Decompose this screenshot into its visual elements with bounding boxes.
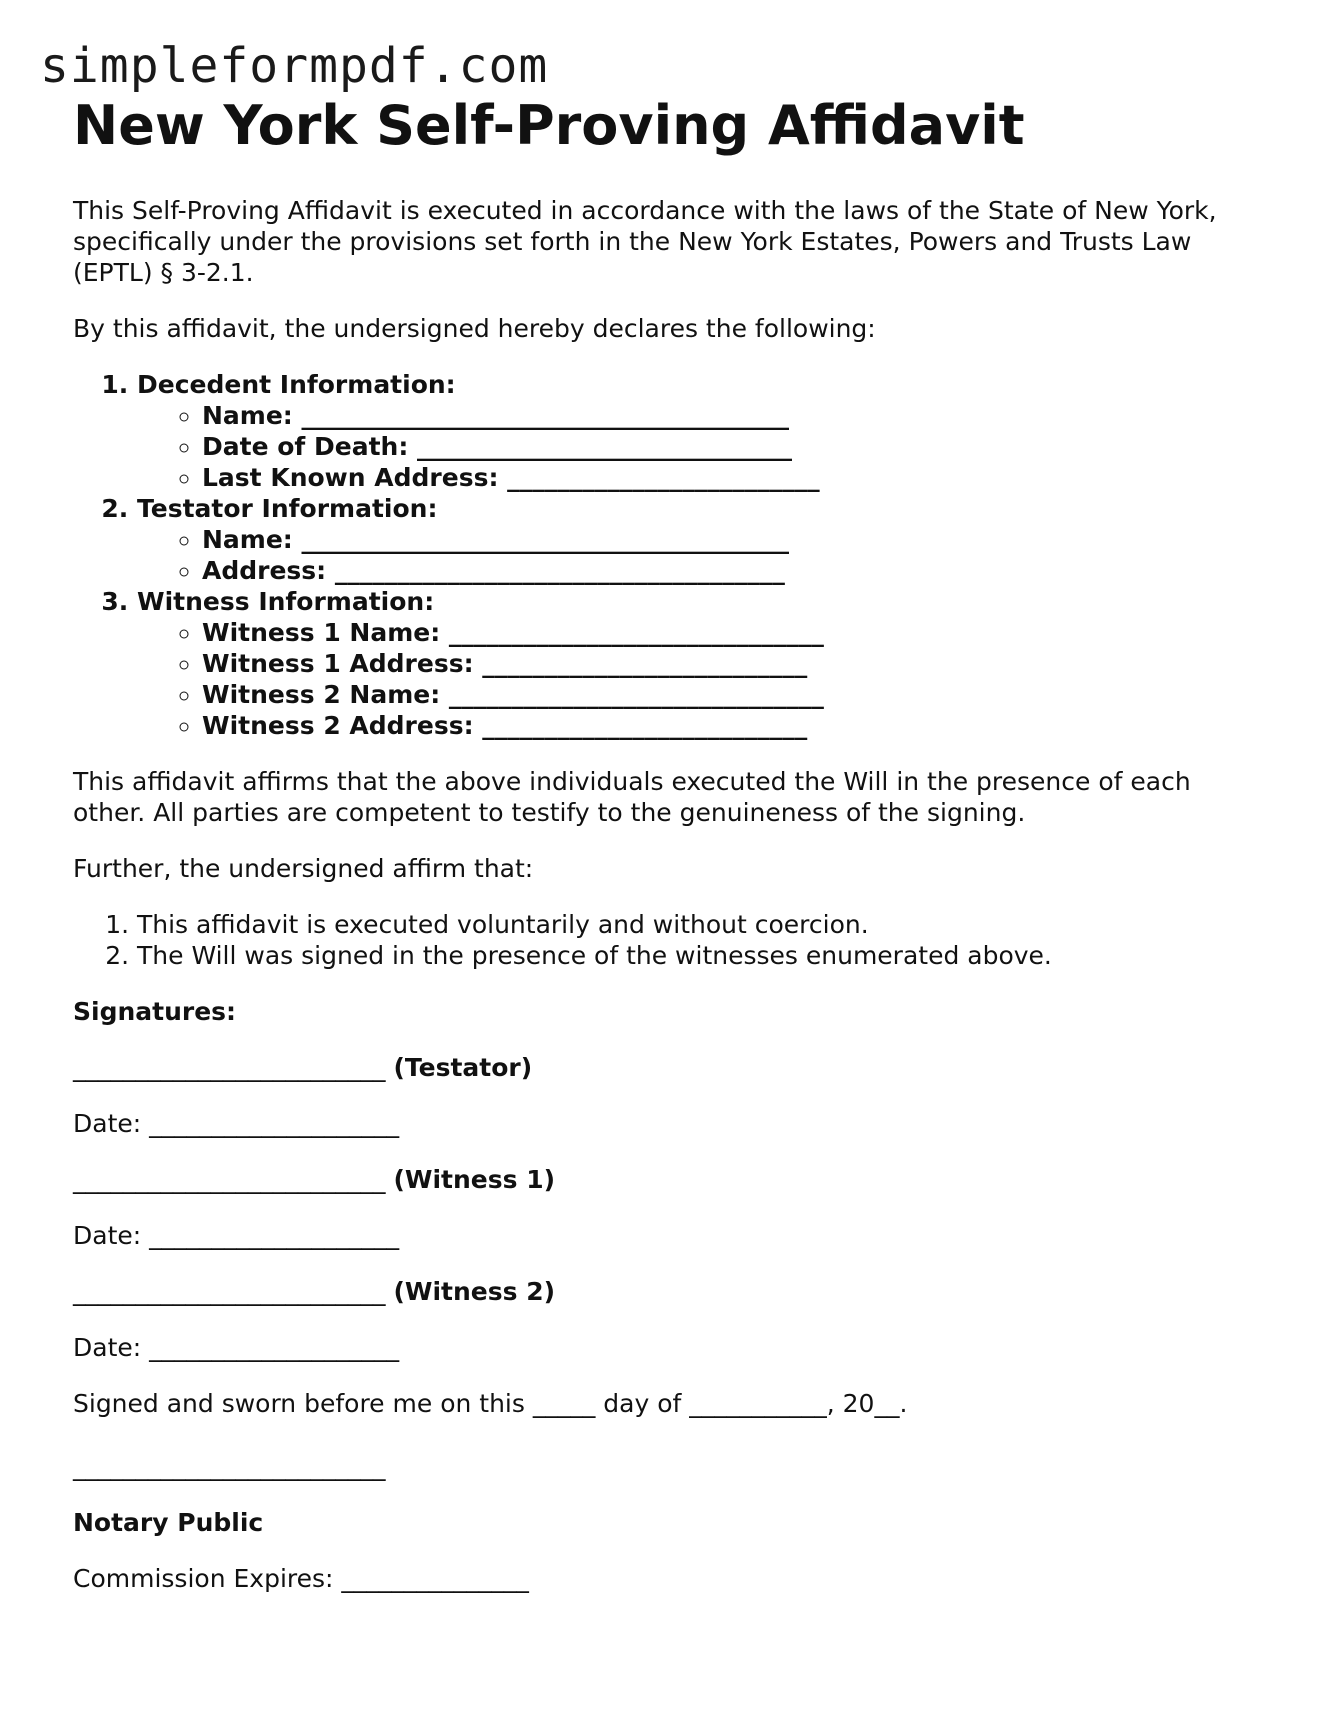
witness2-role-label: (Witness 2) xyxy=(393,1277,556,1306)
information-list xyxy=(73,369,1253,741)
witness-heading: Witness Information: xyxy=(137,587,435,616)
witness2-signature-line[interactable]: _________________________ xyxy=(73,1277,386,1306)
affirmation-item: 1. This affidavit is executed voluntarily and without coercion. xyxy=(137,909,1253,940)
decedent-address-field[interactable]: ◦ Last Known Address: _________________________ xyxy=(202,462,1253,493)
witness-section xyxy=(137,586,1253,741)
witness1-signature-row xyxy=(73,1164,1253,1195)
page-title: New York Self-Proving Affidavit xyxy=(73,94,1025,157)
commission-expires-field[interactable]: Commission Expires: _______________ xyxy=(73,1564,529,1593)
affirmation-list xyxy=(73,909,1253,971)
sworn-statement[interactable]: Signed and sworn before me on this _____ day of ___________, 20__. xyxy=(73,1389,908,1418)
testator-fields xyxy=(137,524,1253,586)
watermark: simpleformpdf.com xyxy=(40,38,549,94)
decedent-section xyxy=(137,369,1253,493)
notary-label: Notary Public xyxy=(73,1508,264,1537)
witness2-date-field[interactable]: Date: ____________________ xyxy=(73,1333,400,1362)
notary-signature-line[interactable]: _________________________ xyxy=(73,1452,386,1481)
witness2-name-field[interactable]: ◦ Witness 2 Name: ______________________________ xyxy=(202,679,1253,710)
affirm-paragraph: This affidavit affirms that the above individuals executed the Will in the presence of each other. All parties are competent to testify to the genuineness of the signing. xyxy=(73,767,1191,827)
decedent-heading: Decedent Information: xyxy=(137,370,456,399)
testator-heading: Testator Information: xyxy=(137,494,438,523)
decedent-date-of-death-field[interactable]: ◦ Date of Death: ______________________________ xyxy=(202,431,1253,462)
witness-fields xyxy=(137,617,1253,741)
testator-name-field[interactable]: ◦ Name: _______________________________________ xyxy=(202,524,1253,555)
witness2-signature-row xyxy=(73,1276,1253,1307)
declare-paragraph: By this affidavit, the undersigned hereby declares the following: xyxy=(73,314,876,343)
witness2-address-field[interactable]: ◦ Witness 2 Address: __________________________ xyxy=(202,710,1253,741)
testator-signature-line[interactable]: _________________________ xyxy=(73,1053,386,1082)
witness1-signature-line[interactable]: _________________________ xyxy=(73,1165,386,1194)
signatures-heading: Signatures: xyxy=(73,997,237,1026)
testator-signature-row xyxy=(73,1052,1253,1083)
intro-paragraph: This Self-Proving Affidavit is executed in accordance with the laws of the State of New York, specifically under the provisions set forth in the New York Estates, Powers and Trusts Law (EPTL) § 3-2.1. xyxy=(73,196,1217,287)
witness1-address-field[interactable]: ◦ Witness 1 Address: __________________________ xyxy=(202,648,1253,679)
affirmation-item: 2. The Will was signed in the presence of the witnesses enumerated above. xyxy=(137,940,1253,971)
document-page xyxy=(73,95,1253,1619)
witness1-role-label: (Witness 1) xyxy=(393,1165,556,1194)
witness1-name-field[interactable]: ◦ Witness 1 Name: ______________________________ xyxy=(202,617,1253,648)
witness1-date-field[interactable]: Date: ____________________ xyxy=(73,1221,400,1250)
testator-role-label: (Testator) xyxy=(393,1053,533,1082)
decedent-fields xyxy=(137,400,1253,493)
testator-section xyxy=(137,493,1253,586)
further-paragraph: Further, the undersigned affirm that: xyxy=(73,854,534,883)
testator-date-field[interactable]: Date: ____________________ xyxy=(73,1109,400,1138)
testator-address-field[interactable]: ◦ Address: ____________________________________ xyxy=(202,555,1253,586)
decedent-name-field[interactable]: ◦ Name: _______________________________________ xyxy=(202,400,1253,431)
